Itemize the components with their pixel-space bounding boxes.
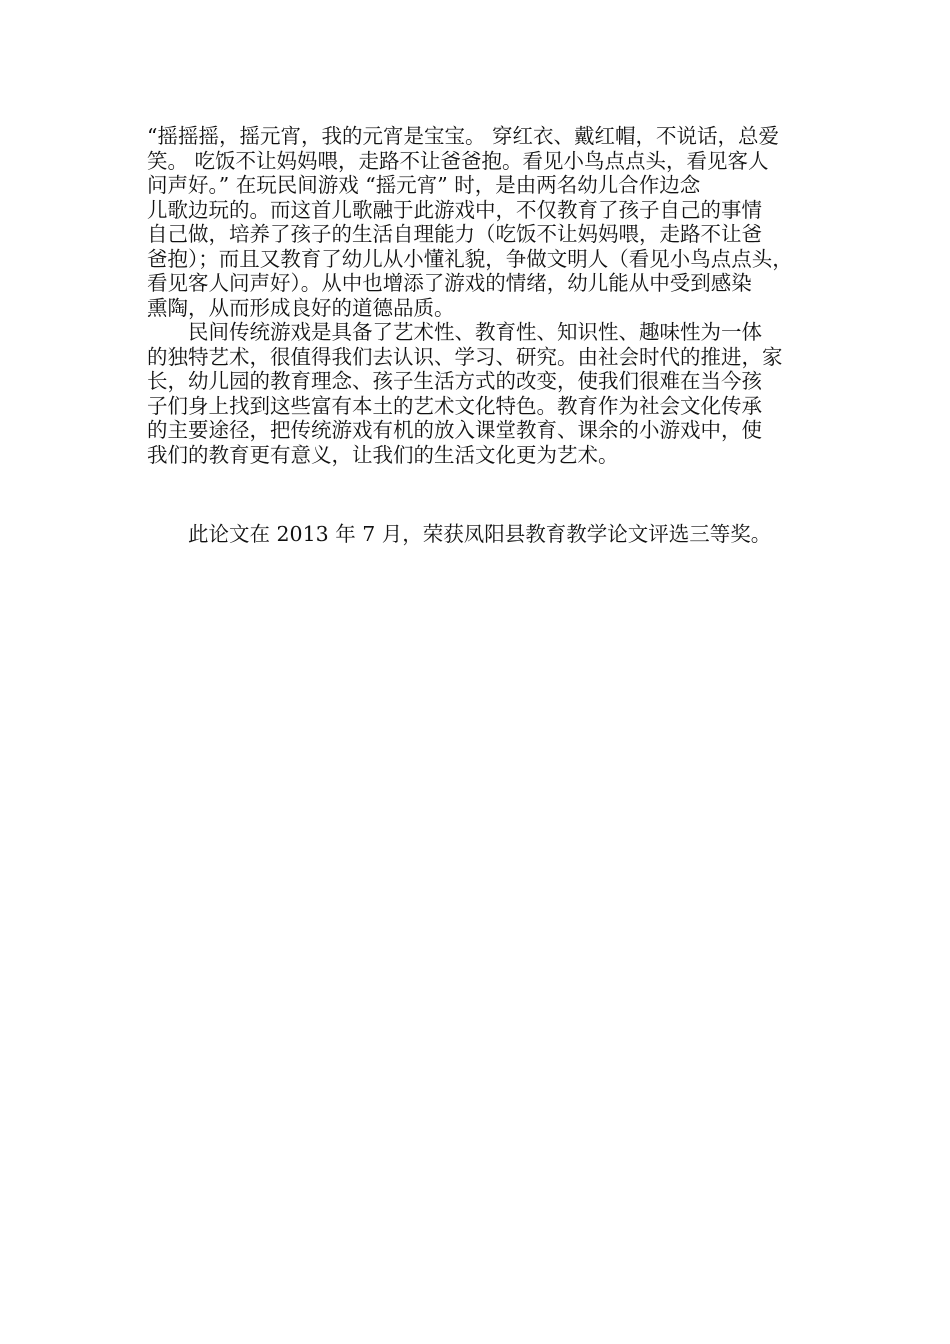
paragraph-line: 我们的教育更有意义，让我们的生活文化更为艺术。 [147, 442, 619, 467]
document-body [147, 124, 817, 467]
paragraph-line: 自己做，培养了孩子的生活自理能力（吃饭不让妈妈喂，走路不让爸 [147, 222, 762, 246]
paragraph-line: 儿歌边玩的。而这首儿歌融于此游戏中，不仅教育了孩子自己的事情 [147, 197, 762, 222]
paragraph-line: 长，幼儿园的教育理念、孩子生活方式的改变，使我们很难在当今孩 [147, 369, 762, 393]
paragraph-line: “摇摇摇，摇元宵，我的元宵是宝宝。 穿红衣、戴红帽，不说话，总爱 [147, 124, 779, 148]
paragraph-line: 问声好。” 在玩民间游戏 “摇元宵” 时，是由两名幼儿合作边念 [147, 173, 701, 197]
paragraph-folk-games [147, 320, 817, 467]
paragraph-line: 民间传统游戏是具备了艺术性、教育性、知识性、趣味性为一体 [147, 320, 762, 344]
award-note: 此论文在 2013 年 7 月，荣获凤阳县教育教学论文评选三等奖。 [188, 522, 772, 546]
paragraph-line: 的主要途径，把传统游戏有机的放入课堂教育、课余的小游戏中，使 [147, 418, 762, 442]
paragraph-line: 子们身上找到这些富有本土的艺术文化特色。教育作为社会文化传承 [147, 393, 762, 418]
paragraph-line: 的独特艺术，很值得我们去认识、学习、研究。由社会时代的推进，家 [147, 344, 783, 369]
paragraph-nursery-rhyme [147, 124, 817, 320]
paragraph-line: 爸抱）；而且又教育了幼儿从小懂礼貌，争做文明人（看见小鸟点点头， [147, 246, 793, 271]
paragraph-line: 熏陶，从而形成良好的道德品质。 [147, 295, 455, 320]
paragraph-line: 笑。 吃饭不让妈妈喂，走路不让爸爸抱。看见小鸟点点头，看见客人 [147, 148, 769, 173]
paragraph-line: 看见客人问声好）。从中也增添了游戏的情绪，幼儿能从中受到感染 [147, 271, 752, 295]
